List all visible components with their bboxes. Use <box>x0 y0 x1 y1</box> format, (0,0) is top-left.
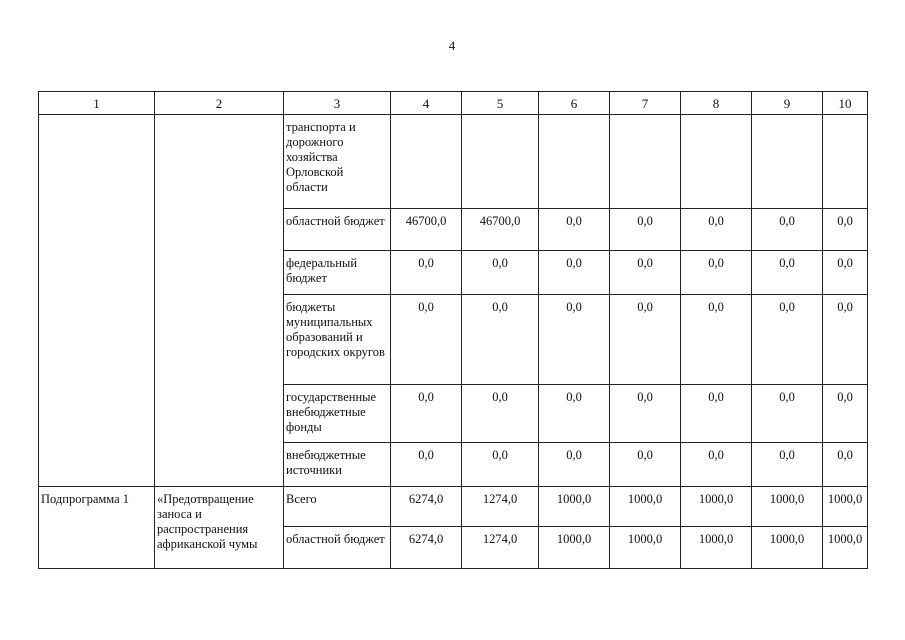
program-name-cell: «Предотвращение заноса и распространения африканской чумы <box>155 487 284 569</box>
value-cell: 0,0 <box>823 295 868 385</box>
value-cell <box>610 115 681 209</box>
value-cell: 0,0 <box>823 209 868 251</box>
value-cell: 0,0 <box>752 385 823 443</box>
header-cell: 6 <box>539 92 610 115</box>
value-cell: 0,0 <box>391 251 462 295</box>
value-cell: 0,0 <box>610 385 681 443</box>
value-cell: 1274,0 <box>462 527 539 569</box>
value-cell: 46700,0 <box>391 209 462 251</box>
value-cell: 1000,0 <box>539 527 610 569</box>
source-cell: Всего <box>284 487 391 527</box>
header-cell: 2 <box>155 92 284 115</box>
value-cell: 0,0 <box>752 209 823 251</box>
source-cell: бюджеты муниципальных образований и городских округов <box>284 295 391 385</box>
value-cell: 0,0 <box>539 443 610 487</box>
value-cell: 0,0 <box>752 251 823 295</box>
value-cell: 0,0 <box>462 385 539 443</box>
value-cell: 0,0 <box>681 295 752 385</box>
budget-table <box>38 91 868 569</box>
value-cell: 1000,0 <box>539 487 610 527</box>
value-cell: 0,0 <box>539 209 610 251</box>
value-cell: 1274,0 <box>462 487 539 527</box>
value-cell: 0,0 <box>681 251 752 295</box>
table-row <box>39 115 868 209</box>
source-cell: федеральный бюджет <box>284 251 391 295</box>
source-cell: государственные внебюджетные фонды <box>284 385 391 443</box>
header-row <box>39 92 868 115</box>
header-cell: 8 <box>681 92 752 115</box>
value-cell <box>539 115 610 209</box>
value-cell <box>752 115 823 209</box>
value-cell: 1000,0 <box>610 487 681 527</box>
value-cell: 1000,0 <box>752 527 823 569</box>
value-cell: 0,0 <box>752 443 823 487</box>
value-cell: 0,0 <box>462 443 539 487</box>
value-cell <box>681 115 752 209</box>
value-cell: 1000,0 <box>752 487 823 527</box>
header-cell: 7 <box>610 92 681 115</box>
page-number: 4 <box>448 38 456 53</box>
value-cell: 0,0 <box>539 385 610 443</box>
value-cell: 0,0 <box>681 443 752 487</box>
header-cell: 1 <box>39 92 155 115</box>
value-cell: 0,0 <box>539 251 610 295</box>
value-cell <box>391 115 462 209</box>
header-cell: 9 <box>752 92 823 115</box>
value-cell: 0,0 <box>610 443 681 487</box>
value-cell: 0,0 <box>391 443 462 487</box>
value-cell: 0,0 <box>752 295 823 385</box>
value-cell: 0,0 <box>610 251 681 295</box>
source-cell: областной бюджет <box>284 209 391 251</box>
value-cell: 6274,0 <box>391 487 462 527</box>
header-cell: 3 <box>284 92 391 115</box>
program-name-cell <box>155 115 284 487</box>
value-cell <box>823 115 868 209</box>
value-cell: 0,0 <box>391 295 462 385</box>
table-row <box>39 487 868 527</box>
source-cell: областной бюджет <box>284 527 391 569</box>
value-cell: 1000,0 <box>681 487 752 527</box>
value-cell: 0,0 <box>681 385 752 443</box>
value-cell: 0,0 <box>610 209 681 251</box>
source-cell: внебюджетные источники <box>284 443 391 487</box>
value-cell: 0,0 <box>539 295 610 385</box>
value-cell: 1000,0 <box>610 527 681 569</box>
value-cell: 0,0 <box>823 443 868 487</box>
header-cell: 4 <box>391 92 462 115</box>
value-cell: 0,0 <box>823 251 868 295</box>
value-cell: 0,0 <box>462 295 539 385</box>
value-cell: 1000,0 <box>823 487 868 527</box>
program-cell: Подпрограмма 1 <box>39 487 155 569</box>
value-cell: 0,0 <box>391 385 462 443</box>
header-cell: 5 <box>462 92 539 115</box>
value-cell: 1000,0 <box>681 527 752 569</box>
header-cell: 10 <box>823 92 868 115</box>
value-cell: 0,0 <box>681 209 752 251</box>
value-cell: 46700,0 <box>462 209 539 251</box>
value-cell: 0,0 <box>462 251 539 295</box>
program-cell <box>39 115 155 487</box>
value-cell: 0,0 <box>823 385 868 443</box>
source-cell: транспорта и дорожного хозяйства Орловской области <box>284 115 391 209</box>
value-cell: 6274,0 <box>391 527 462 569</box>
value-cell: 0,0 <box>610 295 681 385</box>
value-cell <box>462 115 539 209</box>
value-cell: 1000,0 <box>823 527 868 569</box>
